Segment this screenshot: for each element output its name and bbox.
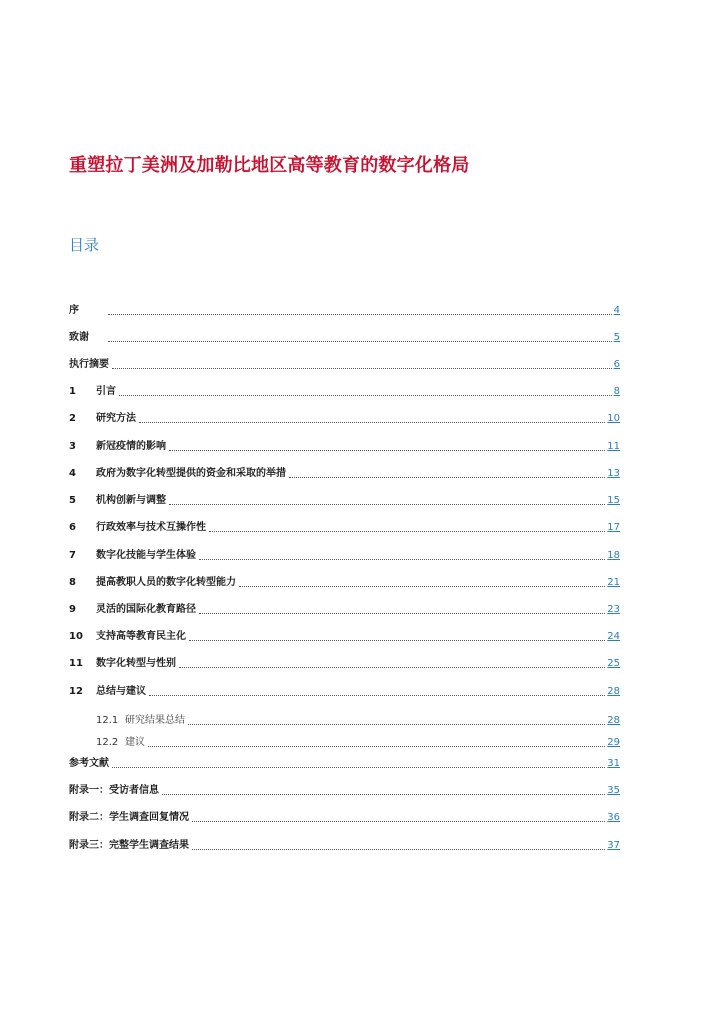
toc-page-link[interactable]: 21: [607, 577, 620, 588]
toc-entry-label: 行政效率与技术互操作性: [96, 522, 206, 533]
toc-leader: [199, 558, 605, 560]
toc-entry[interactable]: [69, 410, 620, 426]
toc-heading: 目录: [69, 236, 100, 254]
toc-page-link[interactable]: 11: [607, 441, 620, 452]
toc-page-link[interactable]: 4: [613, 305, 620, 316]
toc-entry-label: 机构创新与调整: [96, 495, 166, 506]
toc-leader: [148, 745, 605, 747]
toc-page-link[interactable]: 35: [607, 785, 620, 796]
toc-entry-label: 新冠疫情的影响: [96, 441, 166, 452]
toc-page-link[interactable]: 37: [607, 840, 620, 851]
toc-page-link[interactable]: 36: [607, 812, 620, 823]
toc-entry[interactable]: [69, 438, 620, 454]
toc-entry[interactable]: [69, 837, 620, 853]
toc-entry[interactable]: [69, 356, 620, 372]
toc-leader: [188, 723, 605, 725]
toc-subentry[interactable]: [69, 734, 620, 750]
toc-leader: [112, 766, 605, 768]
toc-entry[interactable]: [69, 809, 620, 825]
toc-entry-label: 总结与建议: [96, 686, 146, 697]
toc-entry[interactable]: [69, 383, 620, 399]
toc-entry-label: 研究方法: [96, 413, 136, 424]
toc-entry[interactable]: [69, 574, 620, 590]
toc-entry-number: 5: [69, 495, 76, 506]
toc-page-link[interactable]: 13: [607, 468, 620, 479]
toc-entry-label: 引言: [96, 386, 116, 397]
toc-leader: [139, 421, 605, 423]
toc-entry-number: 1: [69, 386, 76, 397]
toc-page-link[interactable]: 5: [613, 332, 620, 343]
toc-entry-label: 政府为数字化转型提供的资金和采取的举措: [96, 468, 286, 479]
toc-entry-label: 灵活的国际化教育路径: [96, 604, 196, 615]
toc-entry[interactable]: [69, 782, 620, 798]
toc-entry-label: 序: [69, 305, 79, 316]
toc-entry-number: 3: [69, 441, 76, 452]
toc-entry-label: 附录一：受访者信息: [69, 785, 159, 796]
toc-leader: [179, 666, 605, 668]
toc-entry-label: 致谢: [69, 332, 89, 343]
toc-page-link[interactable]: 28: [607, 686, 620, 697]
toc-entry[interactable]: [69, 755, 620, 771]
toc-page-link[interactable]: 25: [607, 658, 620, 669]
toc-page-link[interactable]: 15: [607, 495, 620, 506]
toc-entry[interactable]: [69, 683, 620, 699]
toc-entry[interactable]: [69, 547, 620, 563]
toc-entry-label: 建议: [125, 737, 145, 748]
toc-page-link[interactable]: 31: [607, 758, 620, 769]
toc-leader: [209, 530, 605, 532]
toc-page-link[interactable]: 23: [607, 604, 620, 615]
toc-page-link[interactable]: 6: [613, 359, 620, 370]
toc-entry-label: 支持高等教育民主化: [96, 631, 186, 642]
toc-leader: [108, 313, 612, 315]
toc-leader: [189, 639, 605, 641]
toc-entry-label: 数字化技能与学生体验: [96, 550, 196, 561]
toc-entry-label: 参考文献: [69, 758, 109, 769]
toc-entry-label: 提高教职人员的数字化转型能力: [96, 577, 236, 588]
toc-leader: [162, 793, 605, 795]
toc-entry-label: 附录三：完整学生调查结果: [69, 840, 189, 851]
toc-entry-number: 7: [69, 550, 76, 561]
toc-page-link[interactable]: 18: [607, 550, 620, 561]
toc-page-link[interactable]: 17: [607, 522, 620, 533]
toc-leader: [112, 367, 612, 369]
toc-leader: [199, 612, 605, 614]
toc-leader: [239, 585, 605, 587]
toc-leader: [119, 394, 612, 396]
toc-leader: [169, 449, 605, 451]
toc-entry[interactable]: [69, 329, 620, 345]
page-title: 重塑拉丁美洲及加勒比地区高等教育的数字化格局: [69, 155, 470, 176]
toc-entry-number: 9: [69, 604, 76, 615]
toc-entry[interactable]: [69, 519, 620, 535]
toc-leader: [149, 694, 605, 696]
toc-leader: [192, 820, 605, 822]
toc-leader: [169, 503, 605, 505]
toc-entry[interactable]: [69, 492, 620, 508]
toc-page-link[interactable]: 24: [607, 631, 620, 642]
toc-entry-number: 11: [69, 658, 83, 669]
toc-entry-label: 执行摘要: [69, 359, 109, 370]
toc-entry-label: 研究结果总结: [125, 715, 185, 726]
toc-entry-number: 2: [69, 413, 76, 424]
toc-entry-number: 12.2: [96, 737, 119, 748]
toc-entry-number: 12: [69, 686, 83, 697]
toc-entry-number: 10: [69, 631, 83, 642]
toc-entry-label: 数字化转型与性别: [96, 658, 176, 669]
toc-page-link[interactable]: 8: [613, 386, 620, 397]
toc-entry-number: 8: [69, 577, 76, 588]
toc-entry-label: 附录二：学生调查回复情况: [69, 812, 189, 823]
toc-entry[interactable]: [69, 465, 620, 481]
toc-entry-number: 4: [69, 468, 76, 479]
toc-page-link[interactable]: 10: [607, 413, 620, 424]
toc-subentry[interactable]: [69, 712, 620, 728]
toc-entry-number: 6: [69, 522, 76, 533]
toc-entry[interactable]: [69, 628, 620, 644]
toc-leader: [192, 848, 605, 850]
toc-entry-number: 12.1: [96, 715, 119, 726]
toc-leader: [289, 476, 605, 478]
toc-page-link[interactable]: 29: [607, 737, 620, 748]
toc-leader: [108, 340, 612, 342]
toc-page-link[interactable]: 28: [607, 715, 620, 726]
toc-entry[interactable]: [69, 655, 620, 671]
toc-entry[interactable]: [69, 601, 620, 617]
toc-entry[interactable]: [69, 302, 620, 318]
